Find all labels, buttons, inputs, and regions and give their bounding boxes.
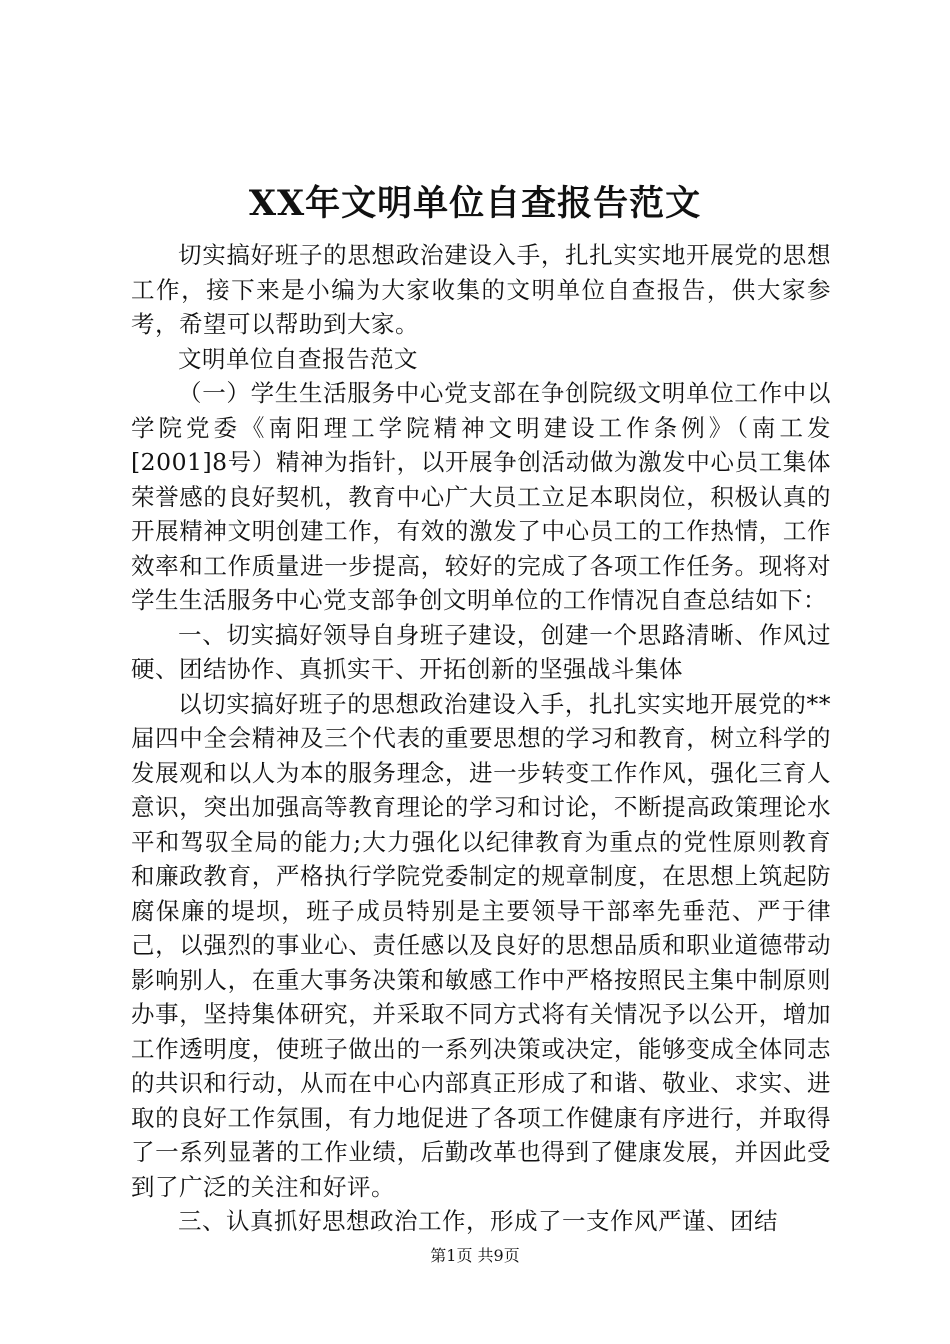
paragraph-heading-3: 三、认真抓好思想政治工作，形成了一支作风严谨、团结	[178, 1207, 778, 1235]
paragraph-section-1: （一）学生生活服务中心党支部在争创院级文明单位工作中以学院党委《南阳理工学院精神文明建设工作条例》（南工发[2001]8号）精神为指针，以开展争创活动做为激发中心员工集体荣誉感的良好契机，教育中心广大员工立足本职岗位，积极认真的开展精神文明创建工作，有效的激发了中心员工的工作热情，工作效率和工作质量进一步提高，较好的完成了各项工作任务。现将对学生生活服务中心党支部争创文明单位的工作情况自查总结如下：	[131, 379, 831, 614]
paragraph-heading-1: 一、切实搞好领导自身班子建设，创建一个思路清晰、作风过硬、团结协作、真抓实干、开拓创新的坚强战斗集体	[131, 620, 831, 683]
document-body	[131, 238, 831, 1239]
paragraph-body-1: 以切实搞好班子的思想政治建设入手，扎扎实实地开展党的**届四中全会精神及三个代表的重要思想的学习和教育，树立科学的发展观和以人为本的服务理念，进一步转变工作作风，强化三育人意识，突出加强高等教育理论的学习和讨论，不断提高政策理论水平和驾驭全局的能力;大力强化以纪律教育为重点的党性原则教育和廉政教育，严格执行学院党委制定的规章制度，在思想上筑起防腐保廉的堤坝，班子成员特别是主要领导干部率先垂范、严于律己，以强烈的事业心、责任感以及良好的思想品质和职业道德带动影响别人，在重大事务决策和敏感工作中严格按照民主集中制原则办事，坚持集体研究，并采取不同方式将有关情况予以公开，增加工作透明度，使班子做出的一系列决策或决定，能够变成全体同志的共识和行动，从而在中心内部真正形成了和谐、敬业、求实、进取的良好工作氛围，有力地促进了各项工作健康有序进行，并取得了一系列显著的工作业绩，后勤改革也得到了健康发展，并因此受到了广泛的关注和好评。	[131, 689, 831, 1201]
paragraph-subtitle: 文明单位自查报告范文	[178, 344, 418, 373]
document-title: XX年文明单位自查报告范文	[248, 183, 702, 224]
page-footer: 第1页 共9页	[430, 1246, 520, 1265]
paragraph-intro: 切实搞好班子的思想政治建设入手，扎扎实实地开展党的思想工作，接下来是小编为大家收集的文明单位自查报告，供大家参考，希望可以帮助到大家。	[131, 241, 831, 338]
